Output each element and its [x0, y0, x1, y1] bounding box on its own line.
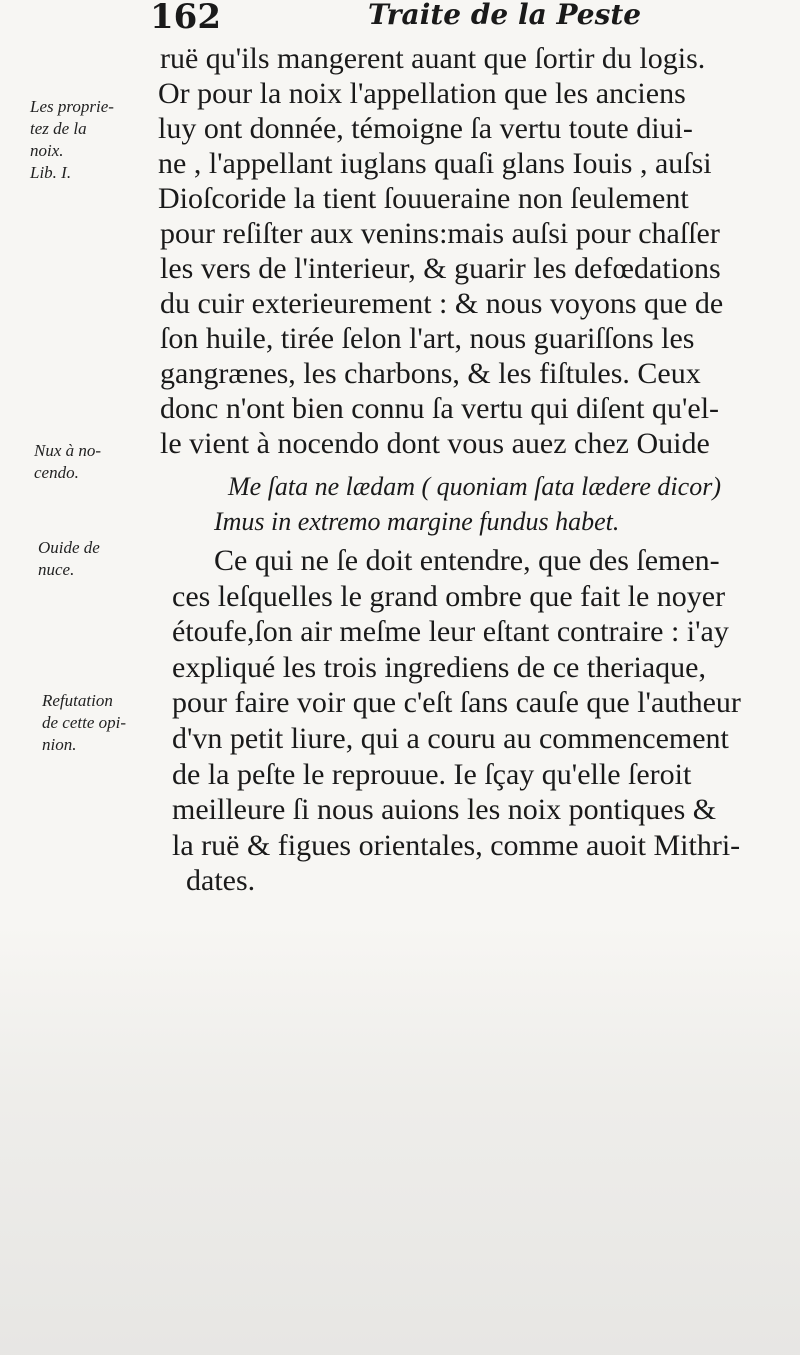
margin-note-line: Les proprie-	[30, 97, 114, 116]
margin-note-line: noix.	[30, 141, 64, 160]
text-line: ne , l'appellant iuglans quaſi glans Iouis , auſsi	[158, 147, 712, 180]
margin-note-line: de cette opi-	[42, 713, 127, 732]
margin-note-line: Ouide de	[38, 538, 100, 557]
text-line: ruë qu'ils mangerent auant que ſortir du logis.	[160, 42, 706, 75]
text-line: Ce qui ne ſe doit entendre, que des ſemen-	[214, 544, 720, 577]
text-line: expliqué les trois ingrediens de ce theriaque,	[172, 651, 706, 684]
margin-note-line: nion.	[42, 735, 77, 754]
margin-note-refutation	[42, 690, 126, 756]
text-line: dates.	[186, 864, 256, 897]
text-line: le vient à nocendo dont vous auez chez Ouide	[160, 427, 710, 460]
text-line: luy ont donnée, témoigne ſa vertu toute diui-	[158, 112, 693, 145]
running-title: Traite de la Peste	[368, 0, 642, 31]
text-line: étoufe,ſon air meſme leur eſtant contraire : i'ay	[172, 615, 729, 648]
text-line: du cuir exterieurement : & nous voyons que de	[160, 287, 724, 320]
text-line: ſon huile, tirée ſelon l'art, nous guariſſons les	[160, 322, 695, 355]
text-line: pour reſiſter aux venins:mais auſsi pour chaſſer	[160, 217, 720, 250]
text-line: gangrænes, les charbons, & les fiſtules. Ceux	[160, 357, 701, 390]
text-line: meilleure ſi nous auions les noix pontiques &	[172, 793, 717, 826]
margin-note-line: Lib. I.	[30, 163, 72, 182]
verse-line: Imus in extremo margine fundus habet.	[214, 507, 620, 536]
text-line: pour faire voir que c'eſt ſans cauſe que l'autheur	[172, 686, 741, 719]
text-line: les vers de l'interieur, & guarir les defœdations	[160, 252, 721, 285]
text-line: ces leſquelles le grand ombre que fait le noyer	[172, 580, 726, 613]
margin-note-ovid	[38, 537, 100, 581]
page-number: 162	[150, 0, 221, 37]
margin-note-line: Nux à no-	[34, 441, 102, 460]
margin-note-line: cendo.	[34, 463, 79, 482]
margin-note-line: tez de la	[30, 119, 87, 138]
text-line: la ruë & figues orientales, comme auoit Mithri-	[172, 829, 741, 862]
page-header	[150, 0, 770, 36]
text-line: donc n'ont bien connu ſa vertu qui diſent qu'el-	[160, 392, 720, 425]
margin-note-properties	[30, 96, 114, 184]
margin-note-line: Refutation	[42, 691, 113, 710]
verse-line: Me ſata ne lædam ( quoniam ſata lædere dicor)	[228, 472, 721, 501]
text-line: Or pour la noix l'appellation que les anciens	[158, 77, 686, 110]
text-line: d'vn petit liure, qui a couru au commencement	[172, 722, 729, 755]
bleed-through-shading	[0, 925, 800, 1355]
text-line: Dioſcoride la tient ſouueraine non ſeulement	[158, 182, 689, 215]
margin-note-nux	[34, 440, 101, 484]
margin-note-line: nuce.	[38, 560, 75, 579]
text-line: de la peſte le reprouue. Ie ſçay qu'elle ſeroit	[172, 758, 692, 791]
